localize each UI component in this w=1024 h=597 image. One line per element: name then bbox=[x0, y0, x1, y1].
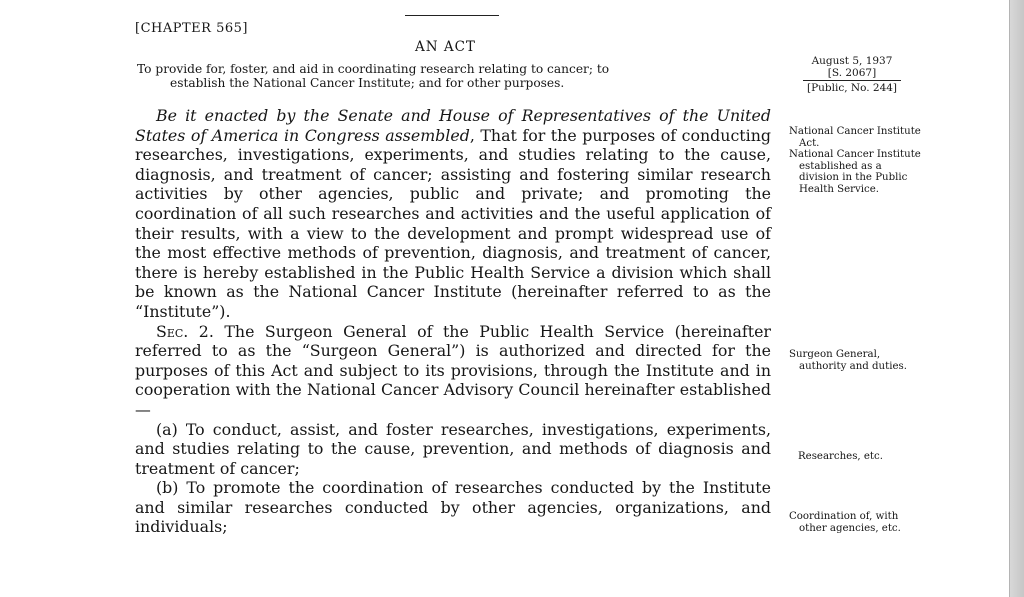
purpose-line-2: establish the National Cancer Institute; and for other purposes. bbox=[170, 76, 565, 90]
act-purpose bbox=[137, 62, 777, 90]
enactment-date: August 5, 1937 bbox=[811, 55, 893, 67]
margin-note-institute bbox=[789, 126, 921, 195]
margin-note-researches-text: Researches, etc. bbox=[798, 451, 883, 462]
margin-note-surgeon-general bbox=[789, 349, 921, 372]
margin-date-block bbox=[797, 55, 907, 94]
section-1-text: , That for the purposes of conducting researches, investigations, experiments, and studies relating to the cause, diagnosis, and treatment of cancer; assisting and fostering similar research activities by other agencies, public and private; and promoting the coordination of all such researches and activities and the useful application of their results, with a view to the development and prompt widespread use of the most effective methods of prevention, diagnosis, and treatment of cancer, there is hereby established in the Public Health Service a division which shall be known as the National Cancer Institute (hereinafter referred to as the “Institute”). bbox=[135, 125, 771, 321]
section-1-paragraph bbox=[135, 106, 771, 322]
act-title: AN ACT bbox=[415, 39, 476, 55]
section-2-paragraph bbox=[135, 322, 771, 420]
top-rule bbox=[405, 15, 499, 16]
margin-note-act-name: National Cancer Institute Act. bbox=[789, 126, 921, 149]
chapter-heading: [CHAPTER 565] bbox=[135, 21, 248, 36]
margin-note-established: National Cancer Institute established as a division in the Public Health Service. bbox=[789, 149, 921, 195]
item-a-paragraph: (a) To conduct, assist, and foster researches, investigations, experiments, and studies relating to the cause, prevention, and methods of diagnosis and treatment of cancer; bbox=[135, 419, 771, 478]
enacting-clause: Be it enacted by the Senate and House of Representatives of the United States of America in Congress assembled bbox=[135, 106, 771, 145]
margin-note-coordination-text: Coordination of, with other agencies, etc. bbox=[789, 511, 901, 534]
margin-note-coordination bbox=[789, 511, 921, 534]
section-2-label: Sec. 2. bbox=[156, 321, 214, 341]
public-law-number: [Public, No. 244] bbox=[806, 82, 898, 94]
margin-rule bbox=[803, 80, 901, 81]
margin-note-surgeon-general-text: Surgeon General, authority and duties. bbox=[789, 349, 907, 372]
viewer-scroll-edge[interactable] bbox=[1009, 0, 1024, 597]
item-b-paragraph: (b) To promote the coordination of researches conducted by the Institute and similar researches conducted by other agencies, organizations, and individuals; bbox=[135, 478, 771, 537]
section-2-text: The Surgeon General of the Public Health Service (hereinafter referred to as the “Surgeon General”) is authorized and directed for the purposes of this Act and subject to its provisions, through the Institute and in cooperation with the National Cancer Advisory Council hereinafter established— bbox=[135, 321, 771, 419]
purpose-line-1: To provide for, foster, and aid in coordinating research relating to cancer; to bbox=[137, 62, 610, 76]
margin-note-researches bbox=[798, 451, 930, 463]
act-body bbox=[135, 106, 771, 537]
bill-number: [S. 2067] bbox=[827, 67, 877, 79]
